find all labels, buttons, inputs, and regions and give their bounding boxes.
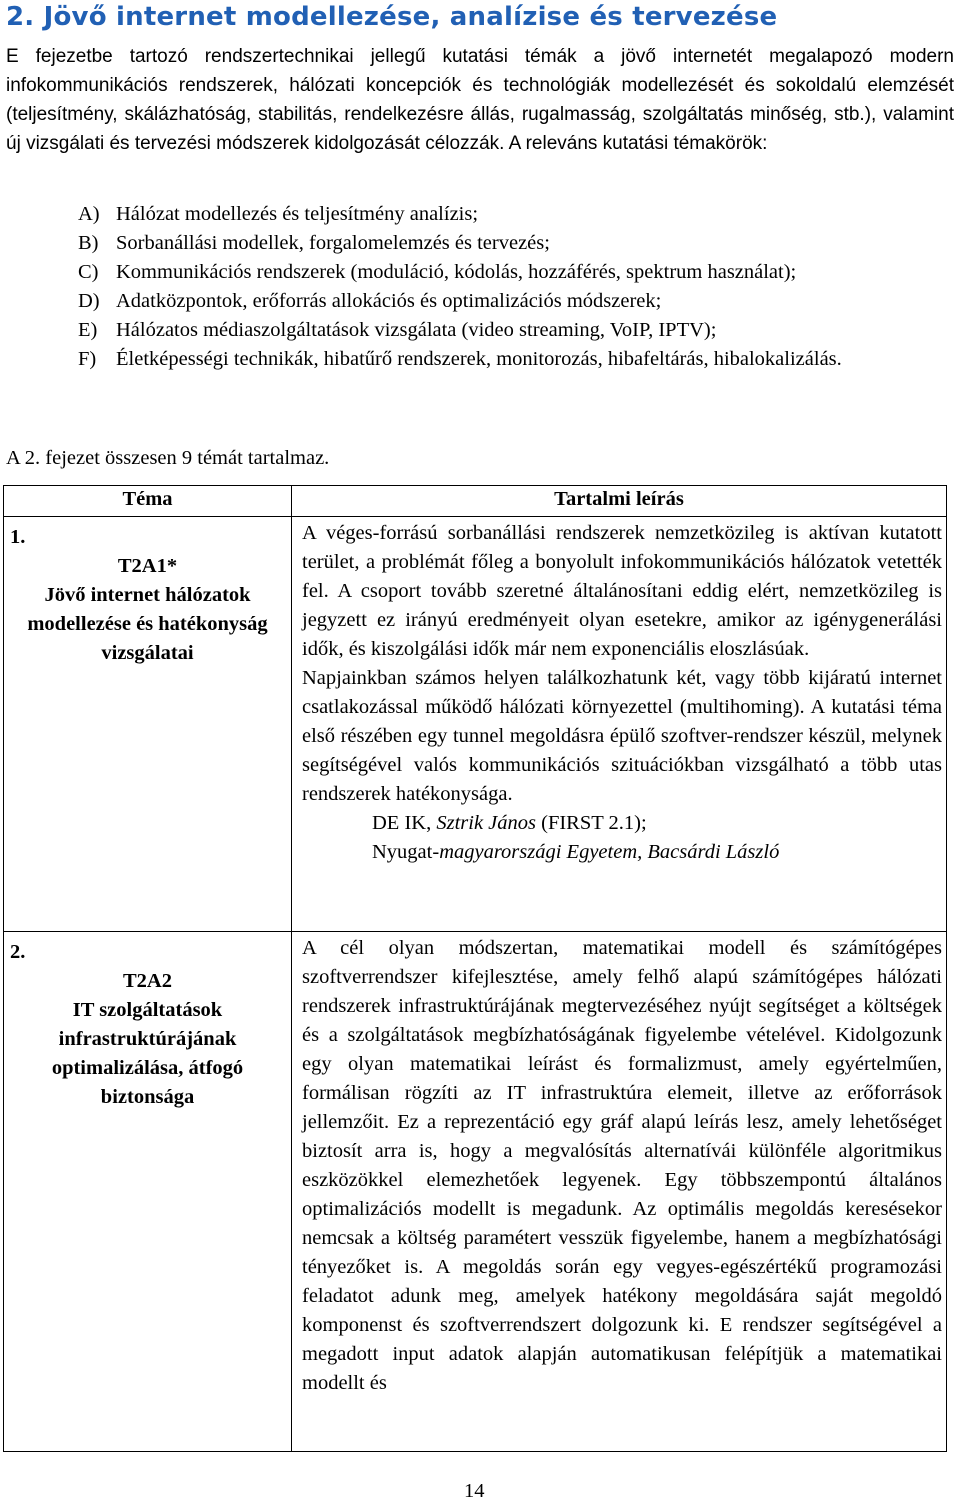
topic-code: T2A1* xyxy=(117,555,178,577)
list-item xyxy=(78,258,958,287)
topic-text: Életképességi technikák, hibatűrő rendszerek, monitorozás, hibafeltárás, hibalokalizálás. xyxy=(116,348,842,370)
topic-title: Jövő internet hálózatok modellezése és hatékonyság vizsgálatai xyxy=(27,584,268,664)
header-description: Tartalmi leírás xyxy=(292,486,947,517)
description-cell xyxy=(292,517,947,932)
researcher-name: Sztrik János xyxy=(436,812,536,834)
table-row xyxy=(4,517,947,932)
topic-text: Sorbanállási modellek, forgalomelemzés és tervezés; xyxy=(116,232,550,254)
chapter-heading: 2. Jövő internet modellezése, analízise és tervezése xyxy=(6,2,778,32)
topic-cell xyxy=(4,517,292,932)
table-row xyxy=(4,932,947,1452)
topic-letter: F) xyxy=(78,348,97,370)
list-item xyxy=(78,200,958,229)
topic-code: T2A2 xyxy=(123,970,172,992)
topic-text: Hálózatos médiaszolgáltatások vizsgálata (video streaming, VoIP, IPTV); xyxy=(116,319,717,341)
topics-table xyxy=(3,485,947,1452)
intro-tail-text: A releváns kutatási témakörök: xyxy=(504,133,768,154)
topic-number: 1. xyxy=(10,526,26,548)
list-item xyxy=(78,229,958,258)
chapter-summary: A 2. fejezet összesen 9 témát tartalmaz. xyxy=(6,447,330,469)
topic-number: 2. xyxy=(10,941,26,963)
description-paragraph: A véges-forrású sorbanállási rendszerek nemzetközileg is aktívan kutatott terület, a problémát főleg a bonyolult infokommunikációs hálózatok vetették fel. A csoport tovább szeretné általánosítani eddig elért, nemzetközileg is jegyzett ez irányú eredményeit olyan esetekre, amikor az igénygenerálási idők, és kiszolgálási idők már nem exponenciális eloszlásúak. xyxy=(302,522,942,660)
description-paragraph: Napjainkban számos helyen találkozhatunk két, vagy több kijáratú internet csatlakozással működő hálózati környezettel (multihoming). A kutatási téma első részében egy tunnel megoldásra épülő szoftver-rendszer készül, melynek segítségével valós kommunikációs szituációkban vizsgálható a több utas rendszerek hatékonysága. xyxy=(302,667,942,805)
intro-main-text: E fejezetbe tartozó rendszertechnikai jellegű kutatási témák a jövő internetét megalapozó modern infokommunikációs rendszerek, hálózati koncepciók és technológiák modellezését és sokoldalú elemzését (teljesítmény, skálázhatóság, stabilitás, rendelkezésre állás, rugalmasság, szolgáltatás minőség, stb.), valamint új vizsgálati és tervezési módszerek kidolgozását célozzák. xyxy=(6,46,954,154)
list-item xyxy=(78,316,958,345)
table-header-row xyxy=(4,486,947,517)
description-paragraph: A cél olyan módszertan, matematikai modell és számítógépes szoftverrendszer kifejlesztése, amely felhő alapú számítógépes hálózati rendszerek infrastruktúrájának megtervezéséhez nyújt segítséget a költségek és a szolgáltatások megbízhatóságának figyelembe vételével. Kidolgozunk egy olyan matematikai leírást és formalizmust, amely egyértelműen, formálisan rögzíti az IT infrastruktúra elemeit, illetve az erőforrások jellemzőit. Ez a reprezentáció egy gráf alapú leírás lesz, amely lehetőséget biztosít arra is, hogy a megvalósítás alternatívái különféle algoritmikus eszközökkel elemezhetőek legyenek. Egy többszempontú általános optimalizációs modellt is megadunk. Az optimális megoldás keresésekor nemcsak a költség paramétert vesszük figyelembe, hanem a megbízhatósági tényezőket is. A megoldás során egy vegyes-egészértékű programozási feladatot adunk meg, amelyek hatékony megoldására saját megoldó komponenst és szoftverrendszert dolgozunk ki. E rendszer segítségével a megadott input adatok alapján automatikusan felépítjük a matematikai modellt és xyxy=(302,937,942,1394)
topic-text: Kommunikációs rendszerek (moduláció, kódolás, hozzáférés, spektrum használat); xyxy=(116,261,797,283)
topic-text: Adatközpontok, erőforrás allokációs és optimalizációs módszerek; xyxy=(116,290,662,312)
institution-name: magyarországi Egyetem, Bacsárdi László xyxy=(439,841,780,863)
page-number: 14 xyxy=(464,1480,485,1502)
topic-list xyxy=(78,200,958,374)
topic-text: Hálózat modellezés és teljesítmény analízis; xyxy=(116,203,479,225)
list-item xyxy=(78,287,958,316)
intro-paragraph xyxy=(6,42,954,158)
topic-letter: A) xyxy=(78,203,100,225)
description-cell xyxy=(292,932,947,1452)
citation: Nyugat-magyarországi Egyetem, Bacsárdi László xyxy=(372,841,780,863)
list-item xyxy=(78,345,958,374)
header-topic: Téma xyxy=(4,486,292,517)
topic-letter: C) xyxy=(78,261,99,283)
topic-title: IT szolgáltatások infrastruktúrájának optimalizálása, átfogó biztonsága xyxy=(51,999,244,1108)
topic-letter: B) xyxy=(78,232,99,254)
citation: DE IK, Sztrik János (FIRST 2.1); xyxy=(372,812,647,834)
topic-cell xyxy=(4,932,292,1452)
topic-letter: E) xyxy=(78,319,98,341)
topic-letter: D) xyxy=(78,290,100,312)
